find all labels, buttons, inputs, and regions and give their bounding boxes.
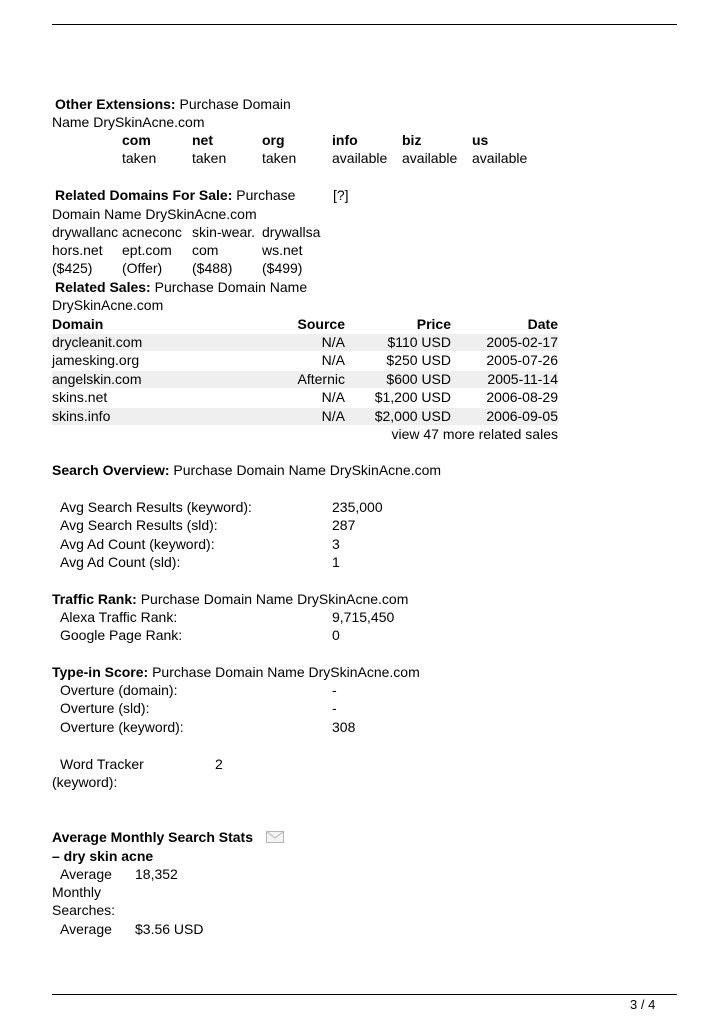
stat-label: Avg Ad Count (keyword): <box>60 535 215 552</box>
traffic-rank-link-text[interactable]: Purchase Domain Name DrySkinAcne.com <box>140 591 409 607</box>
related-domains-link-text[interactable]: Purchase <box>236 187 296 203</box>
sale-domain-link[interactable]: angelskin.com <box>52 370 142 387</box>
extension-status-net: taken <box>192 150 227 166</box>
search-overview-label: Search Overview: <box>52 462 170 478</box>
stat-value: - <box>332 682 337 698</box>
stat-value: 9,715,450 <box>332 609 395 625</box>
sale-date: 2005-11-14 <box>487 370 558 387</box>
monthly-stats-keyword: – dry skin acne <box>52 848 154 864</box>
sale-source: N/A <box>321 407 345 424</box>
sale-date: 2005-02-17 <box>486 334 558 350</box>
related-sales-link-text[interactable]: Purchase Domain Name <box>154 279 308 295</box>
related-sales-heading <box>55 278 307 296</box>
other-extensions-label: Other Extensions: <box>55 96 176 112</box>
related-domains-heading <box>55 186 295 204</box>
for-sale-price: ($499) <box>262 260 303 276</box>
stat-value: 287 <box>332 517 356 534</box>
stat-value: - <box>332 700 337 717</box>
word-tracker-value: 2 <box>215 756 223 772</box>
col-header-source: Source <box>297 316 345 332</box>
col-header-price: Price <box>416 316 451 332</box>
related-sales-link-text-2[interactable]: DrySkinAcne.com <box>52 297 164 313</box>
sale-domain-link[interactable]: skins.net <box>52 389 108 406</box>
col-header-date: Date <box>527 316 558 332</box>
extension-header-info: info <box>332 132 358 148</box>
stat-label: Avg Search Results (keyword): <box>60 499 252 515</box>
stat-label: Google Page Rank: <box>60 627 183 644</box>
sale-date: 2005-07-26 <box>486 352 558 369</box>
extension-status-com: taken <box>122 150 157 166</box>
other-extensions-link-text[interactable]: Purchase Domain <box>179 96 291 112</box>
extension-header-biz: biz <box>402 132 422 148</box>
sale-price: $250 USD <box>386 352 451 369</box>
stat-value: 235,000 <box>332 499 383 515</box>
extension-status-info: available <box>332 150 388 166</box>
traffic-rank-heading <box>52 590 408 608</box>
extension-header-com: com <box>122 132 151 148</box>
for-sale-domain-link[interactable]: drywallanc <box>52 224 119 240</box>
for-sale-price: (Offer) <box>122 260 163 276</box>
typein-score-link-text[interactable]: Purchase Domain Name DrySkinAcne.com <box>152 664 420 680</box>
top-rule <box>52 24 677 25</box>
for-sale-domain-link[interactable]: skin-wear. <box>192 224 256 240</box>
stat-label: Overture (sld): <box>60 700 150 717</box>
for-sale-domain-link[interactable]: ept.com <box>122 242 172 258</box>
avg-cost-value: $3.56 USD <box>135 921 204 937</box>
for-sale-domain-link[interactable]: hors.net <box>52 242 103 258</box>
for-sale-domain-link[interactable]: acneconc <box>122 224 182 240</box>
sale-date: 2006-09-05 <box>486 407 558 424</box>
envelope-icon[interactable] <box>266 831 284 843</box>
extension-status-biz: available <box>402 150 458 166</box>
sale-domain-link[interactable]: jamesking.org <box>52 352 140 369</box>
sale-source: N/A <box>321 389 345 406</box>
typein-score-label: Type-in Score: <box>52 664 149 680</box>
stat-value: 0 <box>332 627 340 644</box>
for-sale-domain-link[interactable]: ws.net <box>262 242 303 258</box>
for-sale-domain-link[interactable]: drywallsa <box>262 224 321 240</box>
stat-label: Avg Ad Count (sld): <box>60 554 181 571</box>
extension-header-org: org <box>262 132 285 148</box>
avg-searches-label-3: Searches: <box>52 902 116 918</box>
sale-domain-link[interactable]: skins.info <box>52 407 111 424</box>
stat-value: 1 <box>332 554 340 571</box>
for-sale-price: ($488) <box>192 260 233 276</box>
traffic-rank-label: Traffic Rank: <box>52 591 137 607</box>
related-sales-label: Related Sales: <box>55 279 151 295</box>
view-more-sales-link[interactable]: view 47 more related sales <box>391 426 558 442</box>
sale-price: $110 USD <box>387 334 451 350</box>
sale-source: N/A <box>321 352 345 369</box>
word-tracker-label-2: (keyword): <box>52 774 118 790</box>
other-extensions-link-text-2[interactable]: Name DrySkinAcne.com <box>52 114 205 130</box>
stat-label: Overture (domain): <box>60 682 178 698</box>
sale-source: N/A <box>321 334 345 350</box>
avg-searches-label-2: Monthly <box>52 884 102 900</box>
search-overview-heading <box>52 461 441 479</box>
related-domains-label: Related Domains For Sale: <box>55 187 233 203</box>
sale-price: $1,200 USD <box>374 389 451 406</box>
related-domains-link-text-2[interactable]: Domain Name DrySkinAcne.com <box>52 206 257 222</box>
stat-label: Avg Search Results (sld): <box>60 517 218 534</box>
search-overview-link-text[interactable]: Purchase Domain Name DrySkinAcne.com <box>173 462 442 478</box>
help-link[interactable]: [?] <box>333 187 349 203</box>
avg-searches-label: Average <box>60 866 112 882</box>
sale-domain-link[interactable]: drycleanit.com <box>52 334 143 350</box>
for-sale-price: ($425) <box>52 260 93 276</box>
extension-header-us: us <box>472 132 489 148</box>
avg-cost-label: Average <box>60 921 112 937</box>
extension-status-org: taken <box>262 150 297 166</box>
col-header-domain: Domain <box>52 316 104 332</box>
extension-header-net: net <box>192 132 213 148</box>
avg-searches-value: 18,352 <box>135 866 178 882</box>
stat-label: Alexa Traffic Rank: <box>60 609 178 625</box>
stat-value: 308 <box>332 718 356 735</box>
typein-score-heading <box>52 663 420 681</box>
word-tracker-label: Word Tracker <box>60 756 144 772</box>
bottom-rule <box>52 994 677 995</box>
extension-status-us: available <box>472 150 528 166</box>
sale-price: $600 USD <box>386 370 451 387</box>
stat-label: Overture (keyword): <box>60 718 184 735</box>
sale-source: Afternic <box>297 370 345 387</box>
for-sale-domain-link[interactable]: com <box>192 242 219 258</box>
page-number: 3 / 4 <box>630 997 656 1012</box>
sale-price: $2,000 USD <box>374 407 451 424</box>
monthly-stats-title: Average Monthly Search Stats <box>52 829 253 845</box>
stat-value: 3 <box>332 535 340 552</box>
other-extensions-heading <box>55 95 291 113</box>
sale-date: 2006-08-29 <box>486 389 558 406</box>
